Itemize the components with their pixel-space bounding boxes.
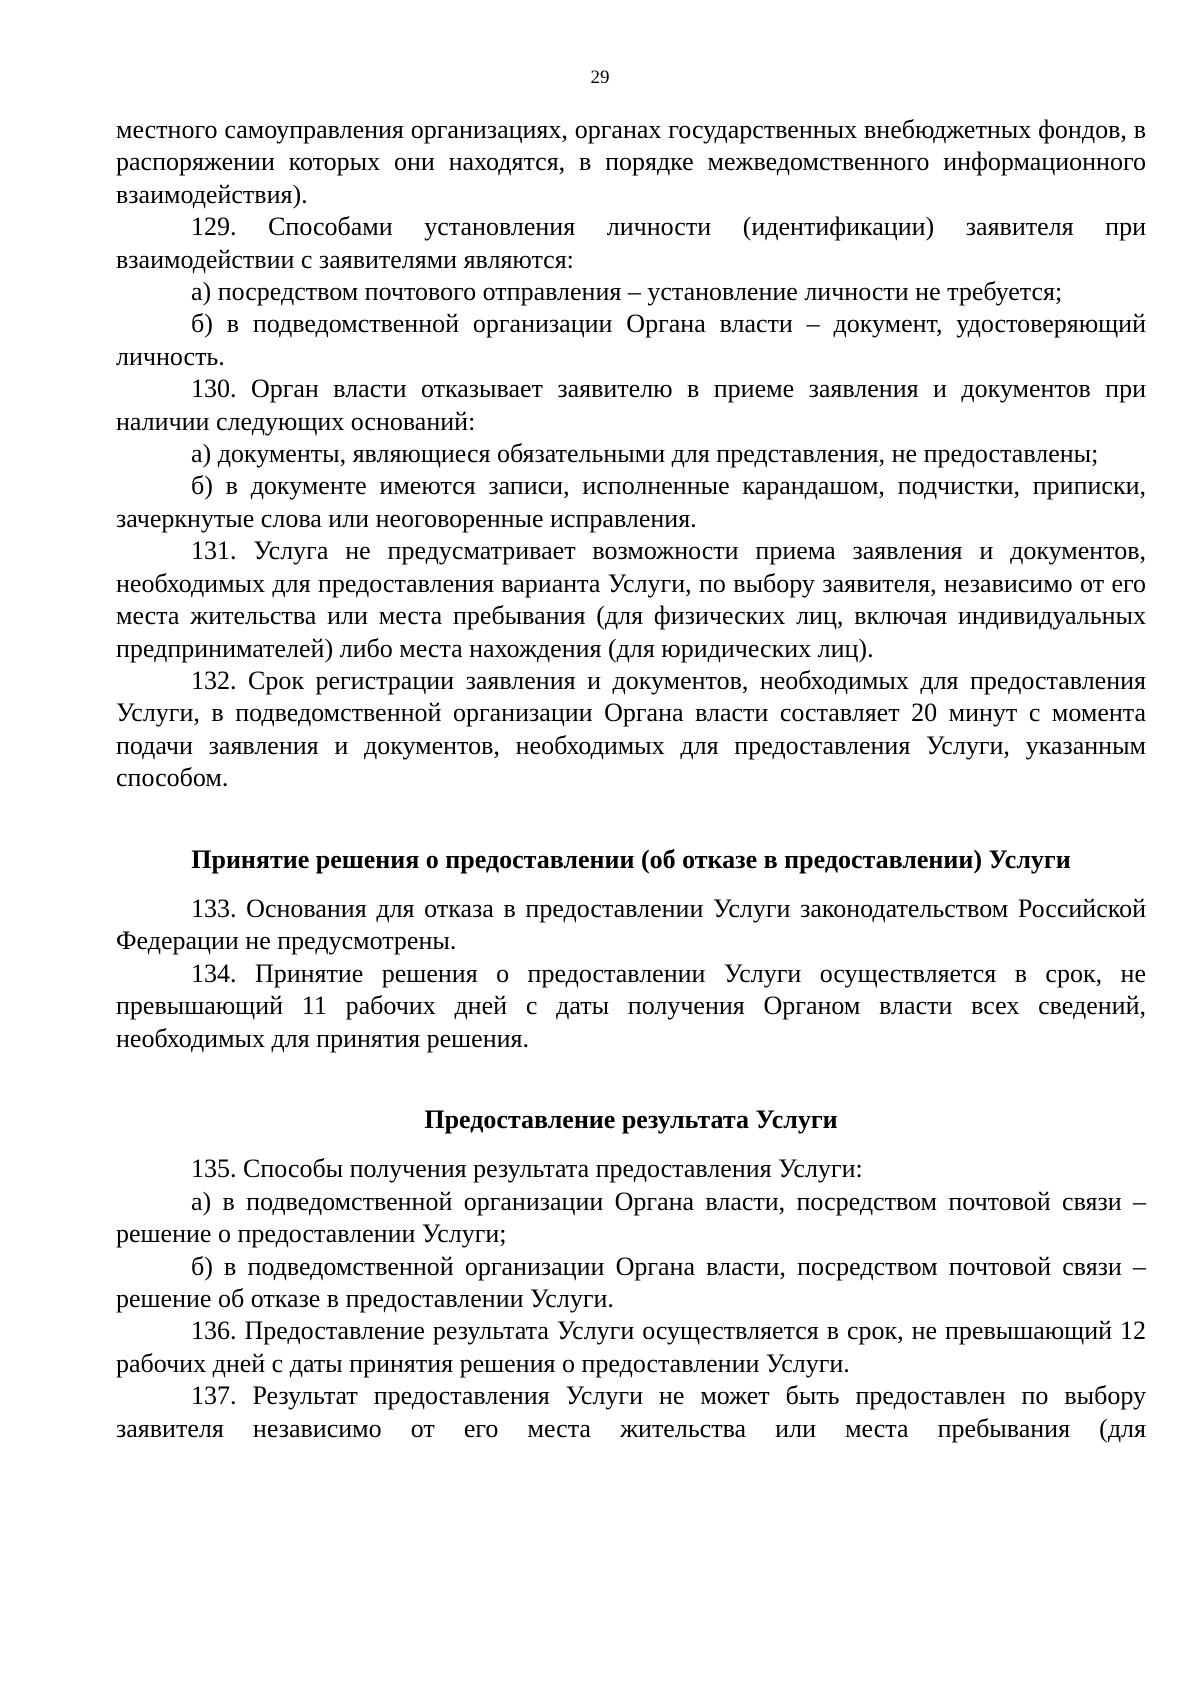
document-body bbox=[116, 114, 1146, 1445]
paragraph-132: 132. Срок регистрации заявления и документов, необходимых для предоставления Услуги, в подведомственной организации Органа власти составляет 20 минут с момента подачи заявления и документов, необходимых для предоставления Услуги, указанным способом. bbox=[116, 665, 1146, 793]
section-result bbox=[116, 1153, 1146, 1445]
section-top bbox=[116, 114, 1146, 795]
paragraph-135-b: б) в подведомственной организации Органа власти, посредством почтовой связи – решение об отказе в предоставлении Услуги. bbox=[116, 1251, 1146, 1313]
paragraph-133: 133. Основания для отказа в предоставлении Услуги законодательством Российской Федерации не предусмотрены. bbox=[116, 893, 1146, 956]
paragraph-136: 136. Предоставление результата Услуги осуществляется в срок, не превышающий 12 рабочих дней с даты принятия решения о предоставлении Услуги. bbox=[116, 1316, 1146, 1378]
paragraph-continuation: местного самоуправления организациях, органах государственных внебюджетных фондов, в распоряжении которых они находятся, в порядке межведомственного информационного взаимодействия). bbox=[116, 115, 1146, 209]
paragraph-130-b: б) в документе имеются записи, исполненные карандашом, подчистки, приписки, зачеркнутые слова или неоговоренные исправления. bbox=[116, 471, 1146, 533]
paragraph-134: 134. Принятие решения о предоставлении Услуги осуществляется в срок, не превышающий 11 рабочих дней с даты получения Органом власти всех сведений, необходимых для принятия решения. bbox=[116, 958, 1146, 1053]
paragraph-137: 137. Результат предоставления Услуги не может быть предоставлен по выбору заявителя независимо от его места жительства или места пребывания (для bbox=[116, 1381, 1146, 1443]
paragraph-135-a: а) в подведомственной организации Органа власти, посредством почтовой связи – решение о предоставлении Услуги; bbox=[116, 1186, 1146, 1249]
paragraph-129: 129. Способами установления личности (идентификации) заявителя при взаимодействии с заявителями являются: bbox=[116, 212, 1146, 274]
paragraph-130: 130. Орган власти отказывает заявителю в приеме заявления и документов при наличии следующих оснований: bbox=[116, 374, 1146, 436]
paragraph-130-a: а) документы, являющиеся обязательными для представления, не предоставлены; bbox=[191, 439, 1099, 469]
section-heading-decision: Принятие решения о предоставлении (об отказе в предоставлении) Услуги bbox=[191, 844, 1071, 874]
paragraph-129-b: б) в подведомственной организации Органа власти – документ, удостоверяющий личность. bbox=[116, 309, 1146, 371]
page-number: 29 bbox=[590, 67, 610, 88]
section-heading-result: Предоставление результата Услуги bbox=[424, 1104, 838, 1134]
paragraph-131: 131. Услуга не предусматривает возможности приема заявления и документов, необходимых для предоставления варианта Услуги, по выбору заявителя, независимо от его места жительства или места пребывания (для физических лиц, включая индивидуальных предпринимателей) либо места нахождения (для юридических лиц). bbox=[116, 536, 1146, 663]
section-decision bbox=[116, 893, 1146, 1055]
paragraph-135: 135. Способы получения результата предоставления Услуги: bbox=[191, 1154, 863, 1184]
paragraph-129-a: а) посредством почтового отправления – установление личности не требуется; bbox=[191, 277, 1063, 307]
